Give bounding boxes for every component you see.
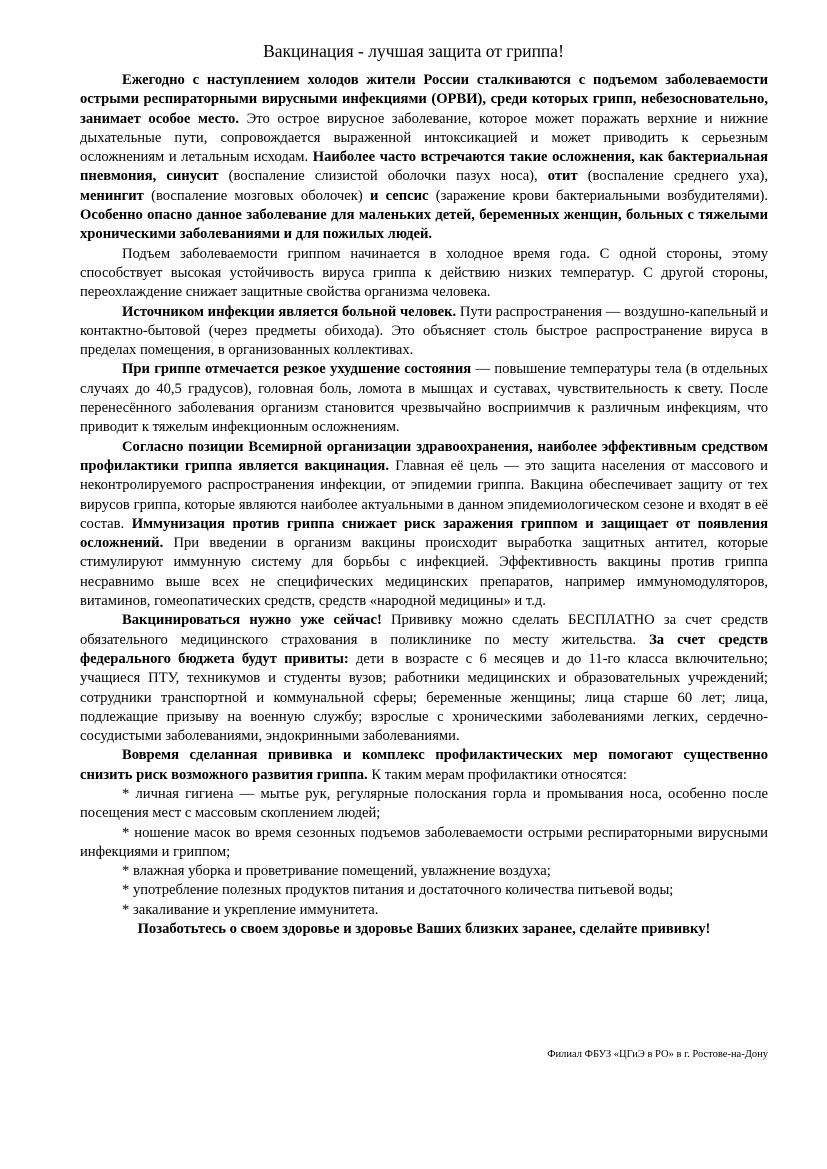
paragraph-intro xyxy=(80,71,768,245)
plain-text: Пути распространения — воздушно-капельный и контактно-бытовой (через предметы обихода). Это объясняет столь быстрое распространение вируса в пределах помещения, в организованных коллективах. xyxy=(80,303,769,359)
bold-text: Особенно опасно данное заболевание для маленьких детей, беременных женщин, больных с тяжелыми хроническими заболеваниями и для пожилых людей. xyxy=(80,207,768,243)
plain-text: Главная её цель — это защита населения от массового и неконтролируемого распространения инфекции, от эпидемии гриппа. Вакцина обеспечивает защиту от тех вирусов гриппа, которые являются наиболее актуальными в данном эпидемиологическом сезоне и входят в её состав. xyxy=(80,457,768,532)
plain-text: (воспаление среднего уха), xyxy=(577,168,768,185)
bold-text: отит xyxy=(547,168,578,185)
bold-text: Вакцинироваться нужно уже сейчас! xyxy=(122,612,382,629)
bold-text: Согласно позиции Всемирной организации здравоохранения, наиболее эффективным средством профилактики гриппа является вакцинация. xyxy=(80,438,768,474)
plain-text: Это острое вирусное заболевание, которое может поражать верхние и нижние дыхательные пути, сопровождается выраженной интоксикацией и может приводить к серьезным осложнениям и летальным исходам. xyxy=(80,110,768,166)
plain-text: Прививку можно сделать БЕСПЛАТНО за счет средств обязательного медицинского страхования в поликлинике по месту жительства. xyxy=(80,612,768,648)
bold-text: менингит xyxy=(80,187,144,204)
paragraph-seasonality: Подъем заболеваемости гриппом начинается в холодное время года. С одной стороны, этому способствует высокая устойчивость вируса гриппа к действию низких температур. С другой стороны, переохлаждение снижает защитные свойства организма человека. xyxy=(80,245,768,301)
paragraph-free-vaccination xyxy=(80,611,768,746)
plain-text: дети в возрасте с 6 месяцев и до 11-го класса включительно; учащиеся ПТУ, техникумов и студенты вузов; работники медицинских и образовательных учреждений; сотрудники транспортной и коммунальной сферы; беременные женщины; лица старше 60 лет; лица, подлежащие призыву на военную службу; взрослые с хроническими заболеваниями легких, сердечно-сосудистыми заболеваниями, эндокринными заболеваниями. xyxy=(80,650,768,745)
list-item-cleaning: * влажная уборка и проветривание помещений, увлажнение воздуха; xyxy=(122,863,551,880)
bold-text: и сепсис xyxy=(369,187,429,204)
plain-text: — повышение температуры тела (в отдельных случаях до 40,5 градусов), головная боль, ломота в мышцах и суставах, чувствительность к свету. После перенесённого заболевания организм становится чрезвычайно восприимчив к различным инфекциям, что приводит к тяжелым инфекционным осложнениям. xyxy=(80,361,768,436)
plain-text: (воспаление мозговых оболочек) xyxy=(143,187,370,204)
footer-organization: Филиал ФБУЗ «ЦГиЭ в РО» в г. Ростове-на-Дону xyxy=(547,1049,768,1060)
document-body xyxy=(80,71,768,939)
bold-text: Наиболее часто встречаются такие осложнения, как бактериальная пневмония, синусит xyxy=(80,149,768,185)
list-item-nutrition: * употребление полезных продуктов питания и достаточного количества питьевой воды; xyxy=(122,882,674,899)
list-item-immunity: * закаливание и укрепление иммунитета. xyxy=(122,901,379,918)
paragraph-symptoms xyxy=(80,360,768,437)
plain-text: К таким мерам профилактики относятся: xyxy=(367,766,627,783)
paragraph-who-vaccination xyxy=(80,438,768,612)
plain-text: (воспаление слизистой оболочки пазух носа), xyxy=(218,168,548,185)
list-item-hygiene: * личная гигиена — мытье рук, регулярные полоскания горла и промывания носа, особенно после посещения мест с массовым скоплением людей; xyxy=(80,785,768,822)
bold-text: За счет средств федерального бюджета будут привиты: xyxy=(80,631,768,667)
bold-text: Иммунизация против гриппа снижает риск заражения гриппом и защищает от появления осложнений. xyxy=(80,515,768,552)
closing-call-to-action xyxy=(80,920,768,939)
bold-text: Ежегодно с наступлением холодов жители России сталкиваются с подъемом заболеваемости острыми респираторными вирусными инфекциями (ОРВИ), среди которых грипп, небезосновательно, занимает особое место. xyxy=(80,72,768,127)
document-title: Вакцинация - лучшая защита от гриппа! xyxy=(263,41,564,61)
paragraph-source xyxy=(80,303,768,361)
list-item-masks: * ношение масок во время сезонных подъемов заболеваемости острыми респираторными вирусными инфекциями и гриппом; xyxy=(80,824,768,860)
bold-text: Источником инфекции является больной человек. xyxy=(122,303,457,320)
plain-text: При введении в организм вакцины происходит выработка защитных антител, которые стимулируют иммунную систему для борьбы с инфекцией. Эффективность вакцины против гриппа несравнимо выше всех не специфических медицинских препаратов, например иммуномодуляторов, витаминов, гомеопатических средств, средств «народной медицины» и т.д. xyxy=(80,535,768,610)
bold-text: Позаботьтесь о своем здоровье и здоровье Ваших близких заранее, сделайте прививку! xyxy=(137,921,711,938)
paragraph-prevention xyxy=(80,746,768,785)
plain-text: (заражение крови бактериальными возбудителями). xyxy=(428,187,768,204)
bold-text: При гриппе отмечается резкое ухудшение состояния xyxy=(122,361,472,378)
bold-text: Вовремя сделанная прививка и комплекс профилактических мер помогают существенно снизить риск возможного развития гриппа. xyxy=(80,747,768,783)
